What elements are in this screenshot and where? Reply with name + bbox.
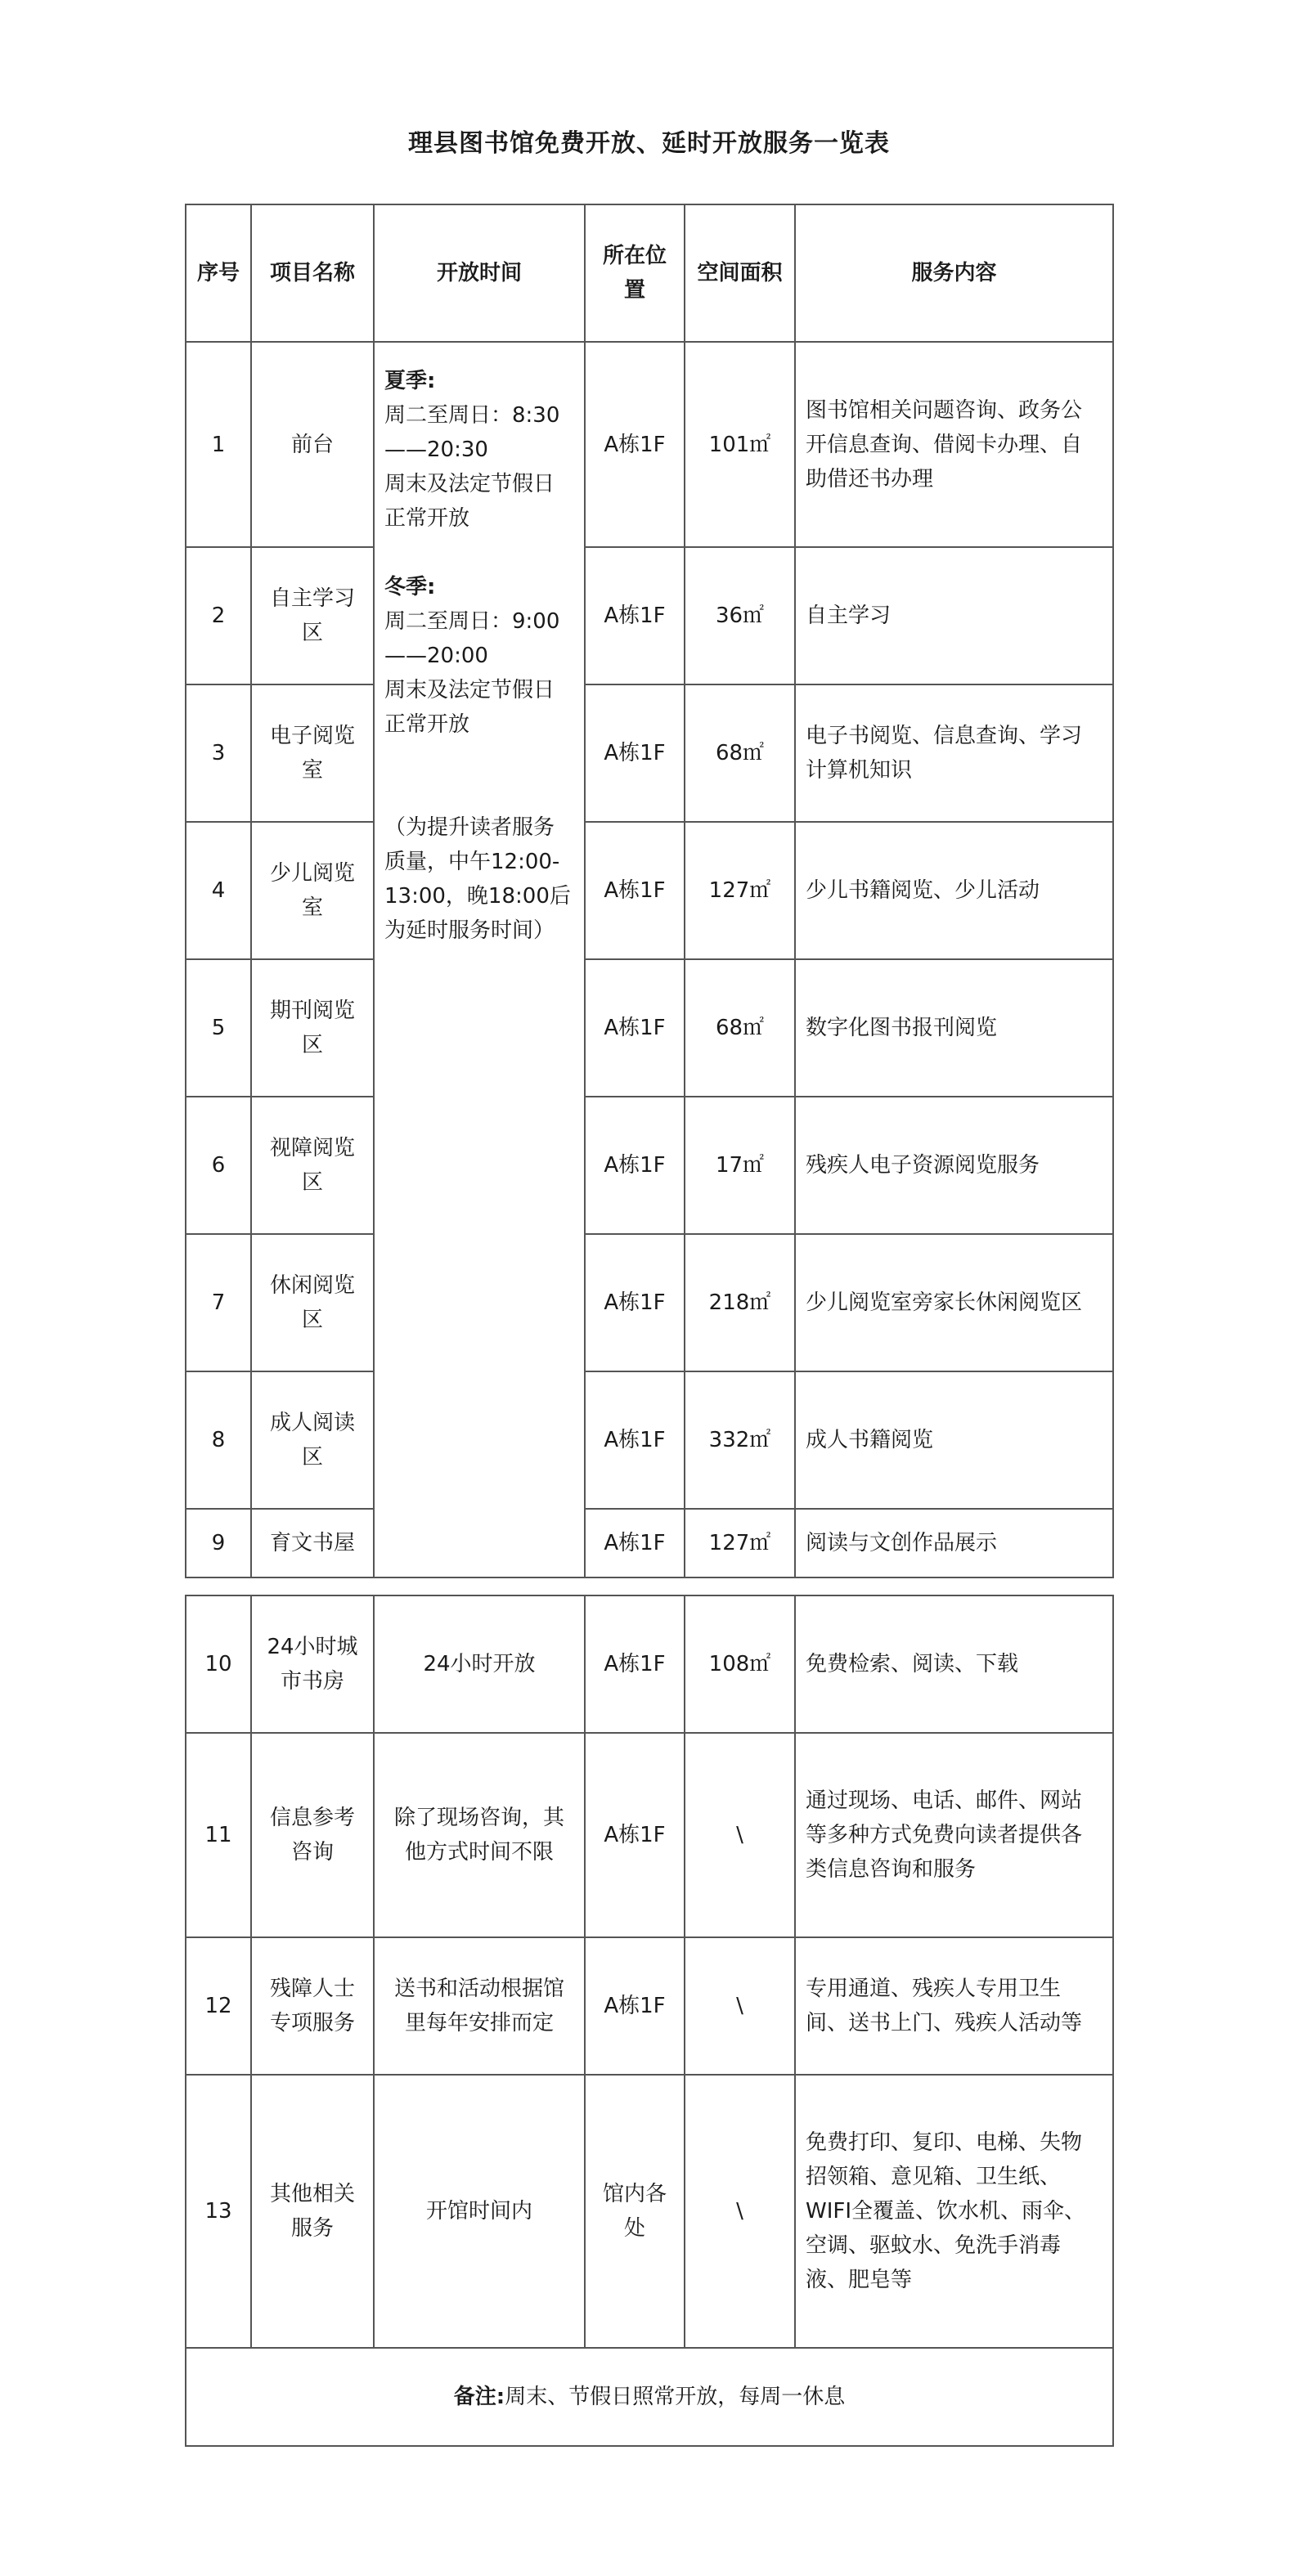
table-row bbox=[186, 959, 1113, 1097]
header-hours: 开放时间 bbox=[374, 204, 585, 342]
row-area: 36㎡ bbox=[685, 547, 795, 684]
row-name: 前台 bbox=[251, 342, 374, 547]
row-area: 127㎡ bbox=[685, 1509, 795, 1577]
header-area: 空间面积 bbox=[685, 204, 795, 342]
row-name: 视障阅览区 bbox=[251, 1097, 374, 1234]
row-name: 电子阅览室 bbox=[251, 684, 374, 822]
row-no: 4 bbox=[186, 822, 251, 959]
row-area: 332㎡ bbox=[685, 1371, 795, 1509]
row-area: 68㎡ bbox=[685, 684, 795, 822]
row-location: A栋1F bbox=[585, 1097, 685, 1234]
row-service: 免费打印、复印、电梯、失物招领箱、意见箱、卫生纸、WIFI全覆盖、饮水机、雨伞、空调、驱蚊水、免洗手消毒液、肥皂等 bbox=[795, 2075, 1113, 2348]
table-row bbox=[186, 547, 1113, 684]
row-area: \ bbox=[685, 1733, 795, 1937]
winter-time: 周二至周日：9:00——20:00 bbox=[384, 609, 560, 668]
table-row bbox=[186, 1234, 1113, 1371]
row-location: A栋1F bbox=[585, 1509, 685, 1577]
row-no: 3 bbox=[186, 684, 251, 822]
page-title: 理县图书馆免费开放、延时开放服务一览表 bbox=[408, 129, 890, 158]
row-location: A栋1F bbox=[585, 1937, 685, 2075]
row-no: 8 bbox=[186, 1371, 251, 1509]
note-cell bbox=[186, 2348, 1113, 2446]
note-row bbox=[186, 2348, 1113, 2446]
summer-time: 周二至周日：8:30——20:30 bbox=[384, 403, 560, 462]
row-area: \ bbox=[685, 2075, 795, 2348]
summer-label: 夏季: bbox=[384, 369, 436, 393]
row-service: 数字化图书报刊阅览 bbox=[795, 959, 1113, 1097]
row-no: 9 bbox=[186, 1509, 251, 1577]
row-name: 自主学习区 bbox=[251, 547, 374, 684]
table-row bbox=[186, 684, 1113, 822]
row-name: 休闲阅览区 bbox=[251, 1234, 374, 1371]
header-service: 服务内容 bbox=[795, 204, 1113, 342]
header-location: 所在位置 bbox=[585, 204, 685, 342]
row-area: 218㎡ bbox=[685, 1234, 795, 1371]
table-row bbox=[186, 1097, 1113, 1234]
row-name: 其他相关服务 bbox=[251, 2075, 374, 2348]
row-service: 通过现场、电话、邮件、网站等多种方式免费向读者提供各类信息咨询和服务 bbox=[795, 1733, 1113, 1937]
row-area: 68㎡ bbox=[685, 959, 795, 1097]
row-hours: 24小时开放 bbox=[374, 1595, 585, 1733]
row-area: 108㎡ bbox=[685, 1595, 795, 1733]
row-name: 成人阅读区 bbox=[251, 1371, 374, 1509]
row-location: A栋1F bbox=[585, 342, 685, 547]
row-service: 电子书阅览、信息查询、学习计算机知识 bbox=[795, 684, 1113, 822]
winter-weekend: 周末及法定节假日正常开放 bbox=[384, 678, 555, 737]
row-name: 24小时城市书房 bbox=[251, 1595, 374, 1733]
row-location: A栋1F bbox=[585, 1371, 685, 1509]
row-no: 10 bbox=[186, 1595, 251, 1733]
row-area: 17㎡ bbox=[685, 1097, 795, 1234]
note-label: 备注: bbox=[453, 2385, 505, 2409]
row-location: A栋1F bbox=[585, 547, 685, 684]
row-no: 11 bbox=[186, 1733, 251, 1937]
table-row bbox=[186, 2075, 1113, 2348]
row-service: 免费检索、阅读、下载 bbox=[795, 1595, 1113, 1733]
table-row bbox=[186, 1733, 1113, 1937]
row-location: A栋1F bbox=[585, 1595, 685, 1733]
row-no: 2 bbox=[186, 547, 251, 684]
row-no: 5 bbox=[186, 959, 251, 1097]
row-hours: 除了现场咨询，其他方式时间不限 bbox=[374, 1733, 585, 1937]
table-row bbox=[186, 1509, 1113, 1577]
winter-label: 冬季: bbox=[384, 575, 436, 599]
row-service: 自主学习 bbox=[795, 547, 1113, 684]
row-service: 残疾人电子资源阅览服务 bbox=[795, 1097, 1113, 1234]
row-location: A栋1F bbox=[585, 1733, 685, 1937]
row-no: 12 bbox=[186, 1937, 251, 2075]
row-location: 馆内各处 bbox=[585, 2075, 685, 2348]
row-service: 少儿阅览室旁家长休闲阅览区 bbox=[795, 1234, 1113, 1371]
services-table-main bbox=[185, 204, 1114, 1578]
row-name: 期刊阅览区 bbox=[251, 959, 374, 1097]
row-area: \ bbox=[685, 1937, 795, 2075]
row-service: 成人书籍阅览 bbox=[795, 1371, 1113, 1509]
row-location: A栋1F bbox=[585, 684, 685, 822]
shared-hours-cell bbox=[374, 342, 585, 1577]
row-name: 少儿阅览室 bbox=[251, 822, 374, 959]
row-name: 残障人士专项服务 bbox=[251, 1937, 374, 2075]
row-no: 7 bbox=[186, 1234, 251, 1371]
row-service: 图书馆相关问题咨询、政务公开信息查询、借阅卡办理、自助借还书办理 bbox=[795, 342, 1113, 547]
row-service: 阅读与文创作品展示 bbox=[795, 1509, 1113, 1577]
row-no: 13 bbox=[186, 2075, 251, 2348]
row-hours: 送书和活动根据馆里每年安排而定 bbox=[374, 1937, 585, 2075]
row-area: 127㎡ bbox=[685, 822, 795, 959]
row-location: A栋1F bbox=[585, 959, 685, 1097]
row-service: 专用通道、残疾人专用卫生间、送书上门、残疾人活动等 bbox=[795, 1937, 1113, 2075]
table-row bbox=[186, 1937, 1113, 2075]
extended-hours-note: （为提升读者服务质量，中午12:00-13:00，晚18:00后为延时服务时间） bbox=[384, 815, 571, 943]
table-row bbox=[186, 342, 1113, 547]
row-name: 信息参考咨询 bbox=[251, 1733, 374, 1937]
row-service: 少儿书籍阅览、少儿活动 bbox=[795, 822, 1113, 959]
header-name: 项目名称 bbox=[251, 204, 374, 342]
row-area: 101㎡ bbox=[685, 342, 795, 547]
table-row bbox=[186, 1371, 1113, 1509]
services-table-other bbox=[185, 1595, 1114, 2447]
row-location: A栋1F bbox=[585, 822, 685, 959]
row-no: 1 bbox=[186, 342, 251, 547]
header-no: 序号 bbox=[186, 204, 251, 342]
summer-weekend: 周末及法定节假日正常开放 bbox=[384, 472, 555, 531]
row-no: 6 bbox=[186, 1097, 251, 1234]
row-location: A栋1F bbox=[585, 1234, 685, 1371]
table-header-row bbox=[186, 204, 1113, 342]
table-row bbox=[186, 1595, 1113, 1733]
row-hours: 开馆时间内 bbox=[374, 2075, 585, 2348]
table-row bbox=[186, 822, 1113, 959]
row-name: 育文书屋 bbox=[251, 1509, 374, 1577]
note-text: 周末、节假日照常开放，每周一休息 bbox=[505, 2385, 846, 2409]
